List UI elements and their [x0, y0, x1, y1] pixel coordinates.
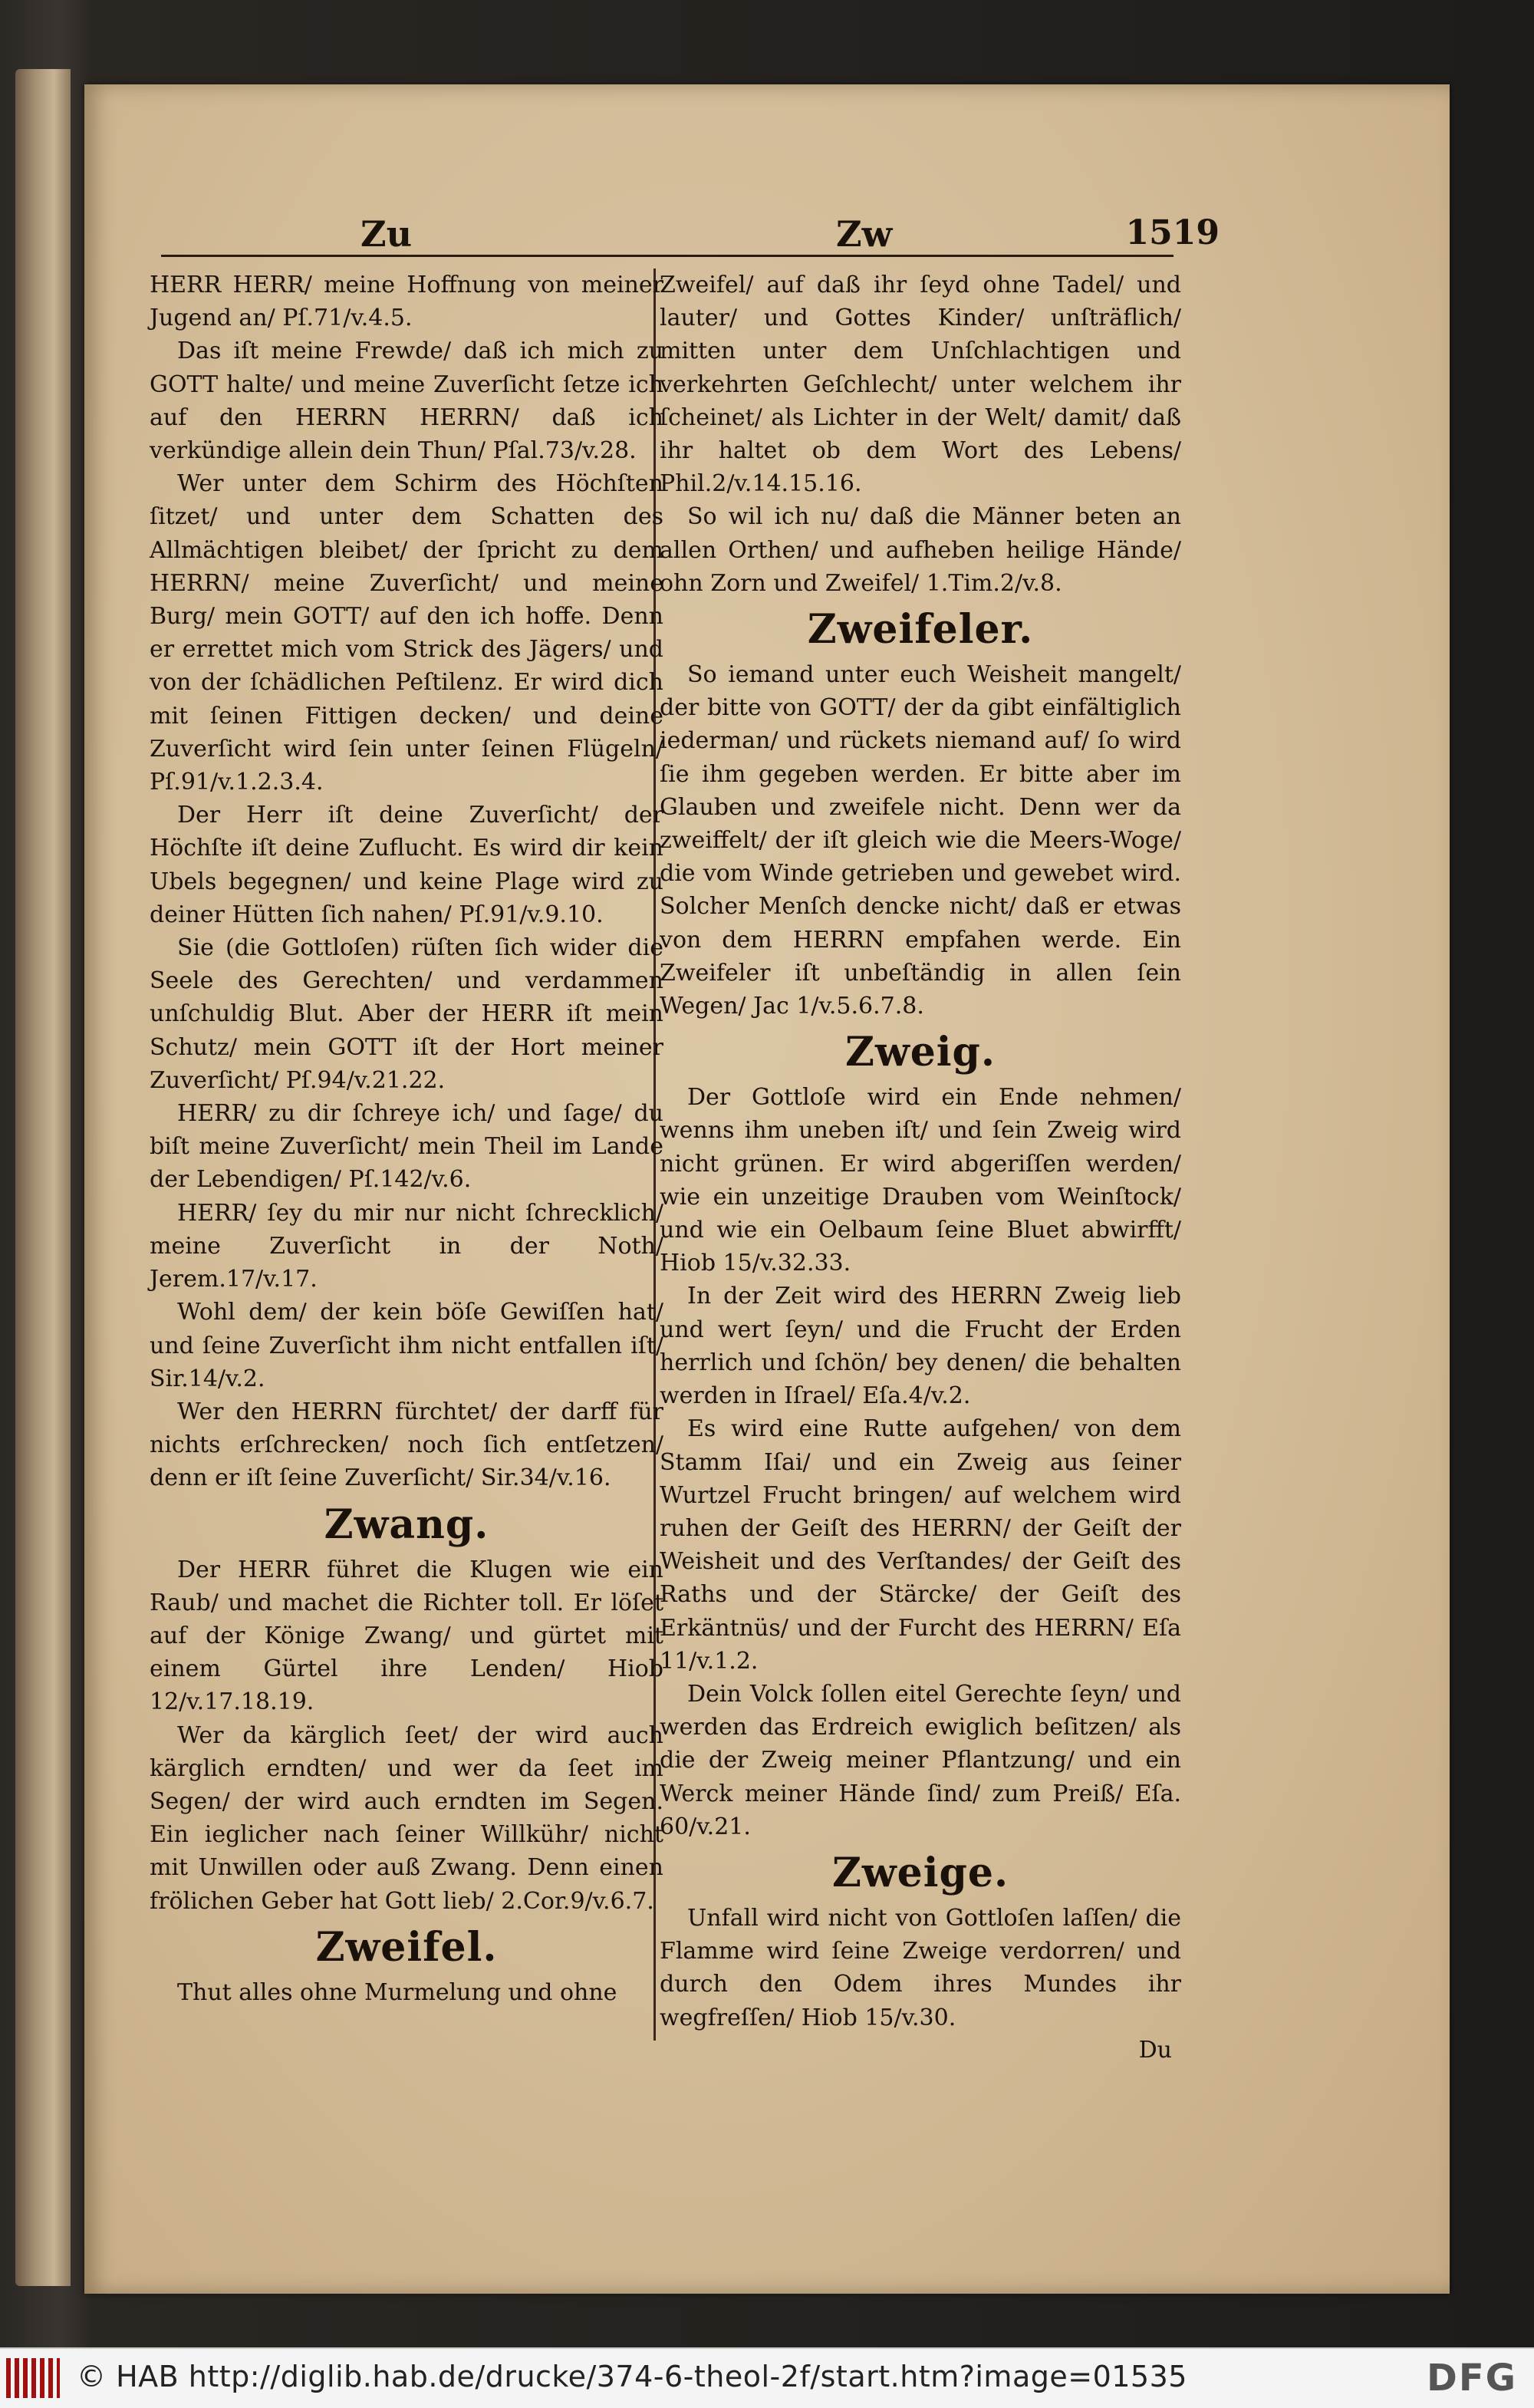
left-page-edge	[15, 69, 71, 2286]
paragraph: Zweifel/ auf daß ihr ſeyd ohne Tadel/ und lauter/ und Gottes Kinder/ unſträflich/ mitten unter dem Unſchlachtigen und verkehrten Geſchlecht/ unter welchem ihr ſcheinet/ als Lichter in der Welt/ damit/ daß ihr haltet ob dem Wort des Lebens/ Phil.2/v.14.15.16.	[660, 272, 1181, 498]
paragraph: Unfall wird nicht von Gottloſen laſſen/ die Flamme wird ſeine Zweige verdorren/ und durch den Odem ihres Mundes ihr wegfreſſen/ Hiob 15/v.30.	[660, 1904, 1181, 2031]
page-number: 1519	[1125, 213, 1220, 252]
paragraph: Der Herr iſt deine Zuverſicht/ der Höchſte iſt deine Zuflucht. Es wird dir kein Ubels begegnen/ und keine Plage wird zu deiner Hütten ſich nahen/ Pſ.91/v.9.10.	[150, 802, 663, 928]
running-head	[161, 213, 1220, 259]
source-link[interactable]: © HAB http://diglib.hab.de/drucke/374-6-theol-2f/start.htm?image=01535	[77, 2360, 1187, 2393]
paragraph: Es wird eine Rutte aufgehen/ von dem Stamm Iſai/ und ein Zweig aus ſeiner Wurtzel Frucht bringen/ auf welchem wird ruhen der Geiſt des HERRN/ der Geiſt der Weisheit und des Verſtandes/ der Geiſt des Raths und der Stärcke/ der Geiſt des Erkäntnüs/ und der Furcht des HERRN/ Eſa 11/v.1.2.	[660, 1415, 1181, 1675]
barcode-icon	[6, 2358, 60, 2398]
paragraph: HERR/ ſey du mir nur nicht ſchrecklich/ meine Zuverſicht in der Noth/ Jerem.17/v.17.	[150, 1199, 663, 1293]
paragraph: Der HERR führet die Klugen wie ein Raub/ und machet die Richter toll. Er löſet auf der Könige Zwang/ und gürtet mit einem Gürtel ihre Lenden/ Hiob 12/v.17.18.19.	[150, 1556, 663, 1716]
running-head-left: Zu	[360, 213, 413, 255]
section-heading-zweig: Zweig.	[844, 1029, 996, 1076]
running-head-center: Zw	[836, 213, 893, 255]
section-heading-zwang: Zwang.	[324, 1500, 489, 1548]
left-column	[150, 268, 663, 2009]
paragraph: In der Zeit wird des HERRN Zweig lieb und wert ſeyn/ und die Frucht der Erden herrlich und ſchön/ bey denen/ die behalten werden in Iſrael/ Eſa.4/v.2.	[660, 1283, 1181, 1410]
right-column	[660, 268, 1181, 2064]
paragraph: So wil ich nu/ daß die Männer beten an allen Orthen/ und aufheben heilige Hände/ ohn Zorn und Zweifel/ 1.Tim.2/v.8.	[660, 503, 1181, 597]
paragraph: So iemand unter euch Weisheit mangelt/ der bitte von GOTT/ der da gibt einfältiglich iederman/ und rückets niemand auf/ ſo wird ſie ihm gegeben werden. Er bitte aber im Glauben und zweifele nicht. Denn wer da zweiffelt/ der iſt gleich wie die Meers-Woge/ die vom Winde getrieben und gewebet wird. Solcher Menſch dencke nicht/ daß er etwas von dem HERRN empfahen werde. Ein Zweifeler iſt unbeſtändig in allen ſein Wegen/ Jac 1/v.5.6.7.8.	[660, 661, 1181, 1020]
paragraph: Der Gottloſe wird ein Ende nehmen/ wenns ihm uneben iſt/ und ſein Zweig wird nicht grünen. Er wird abgeriſſen werden/ wie ein unzeitige Drauben vom Weinſtock/ und wie ein Oelbaum ſeine Bluet abwirfft/ Hiob 15/v.32.33.	[660, 1084, 1181, 1277]
paragraph: Thut alles ohne Murmelung und ohne	[177, 1978, 617, 2006]
section-heading-zweige: Zweige.	[831, 1849, 1009, 1896]
paragraph: Dein Volck ſollen eitel Gerechte ſeyn/ und werden das Erdreich ewiglich beſitzen/ als die der Zweig meiner Pflantzung/ und ein Werck meiner Hände ſind/ zum Preiß/ Eſa. 60/v.21.	[660, 1680, 1181, 1840]
paragraph: Wer unter dem Schirm des Höchſten ſitzet/ und unter dem Schatten des Allmächtigen bleibet/ der ſpricht zu dem HERRN/ meine Zuverſicht/ und meine Burg/ mein GOTT/ auf den ich hoffe. Denn er errettet mich vom Strick des Jägers/ und von der ſchädlichen Peſtilenz. Er wird dich mit ſeinen Fittigen decken/ und deine Zuverſicht wird ſein unter ſeinen Flügeln/ Pſ.91/v.1.2.3.4.	[150, 470, 663, 796]
section-heading-zweifeler: Zweifeler.	[807, 606, 1034, 654]
catchword: Du	[1138, 2036, 1172, 2064]
paragraph: Das iſt meine Frewde/ daß ich mich zu GOTT halte/ und meine Zuverſicht ſetze ich auf den HERRN HERRN/ daß ich verkündige allein dein Thun/ Pſal.73/v.28.	[150, 338, 663, 465]
paragraph: Wohl dem/ der kein böſe Gewiſſen hat/ und ſeine Zuverſicht ihm nicht entfallen iſt/ Sir.14/v.2.	[150, 1299, 663, 1392]
paragraph: HERR HERR/ meine Hoffnung von meiner Jugend an/ Pſ.71/v.4.5.	[150, 272, 663, 332]
paragraph: Wer den HERRN fürchtet/ der darff für nichts erſchrecken/ noch ſich entſetzen/ denn er iſt ſeine Zuverſicht/ Sir.34/v.16.	[150, 1398, 663, 1492]
dfg-logo: DFG	[1426, 2357, 1517, 2400]
paragraph: Wer da kärglich ſeet/ der wird auch kärglich erndten/ und wer da ſeet im Segen/ der wird auch erndten im Segen. Ein ieglicher nach ſeiner Willkühr/ nicht mit Unwillen oder auß Zwang. Denn einen frölichen Geber hat Gott lieb/ 2.Cor.9/v.6.7.	[150, 1721, 663, 1915]
header-rule	[161, 255, 1174, 257]
paragraph: HERR/ zu dir ſchreye ich/ und ſage/ du biſt meine Zuverſicht/ mein Theil im Lande der Lebendigen/ Pſ.142/v.6.	[150, 1100, 663, 1194]
paragraph: Sie (die Gottloſen) rüſten ſich wider die Seele des Gerechten/ und verdammen unſchuldig Blut. Aber der HERR iſt mein Schutz/ mein GOTT iſt der Hort meiner Zuverſicht/ Pſ.94/v.21.22.	[150, 934, 663, 1094]
section-heading-zweifel: Zweifel.	[315, 1923, 498, 1971]
viewer-footer	[0, 2347, 1534, 2408]
